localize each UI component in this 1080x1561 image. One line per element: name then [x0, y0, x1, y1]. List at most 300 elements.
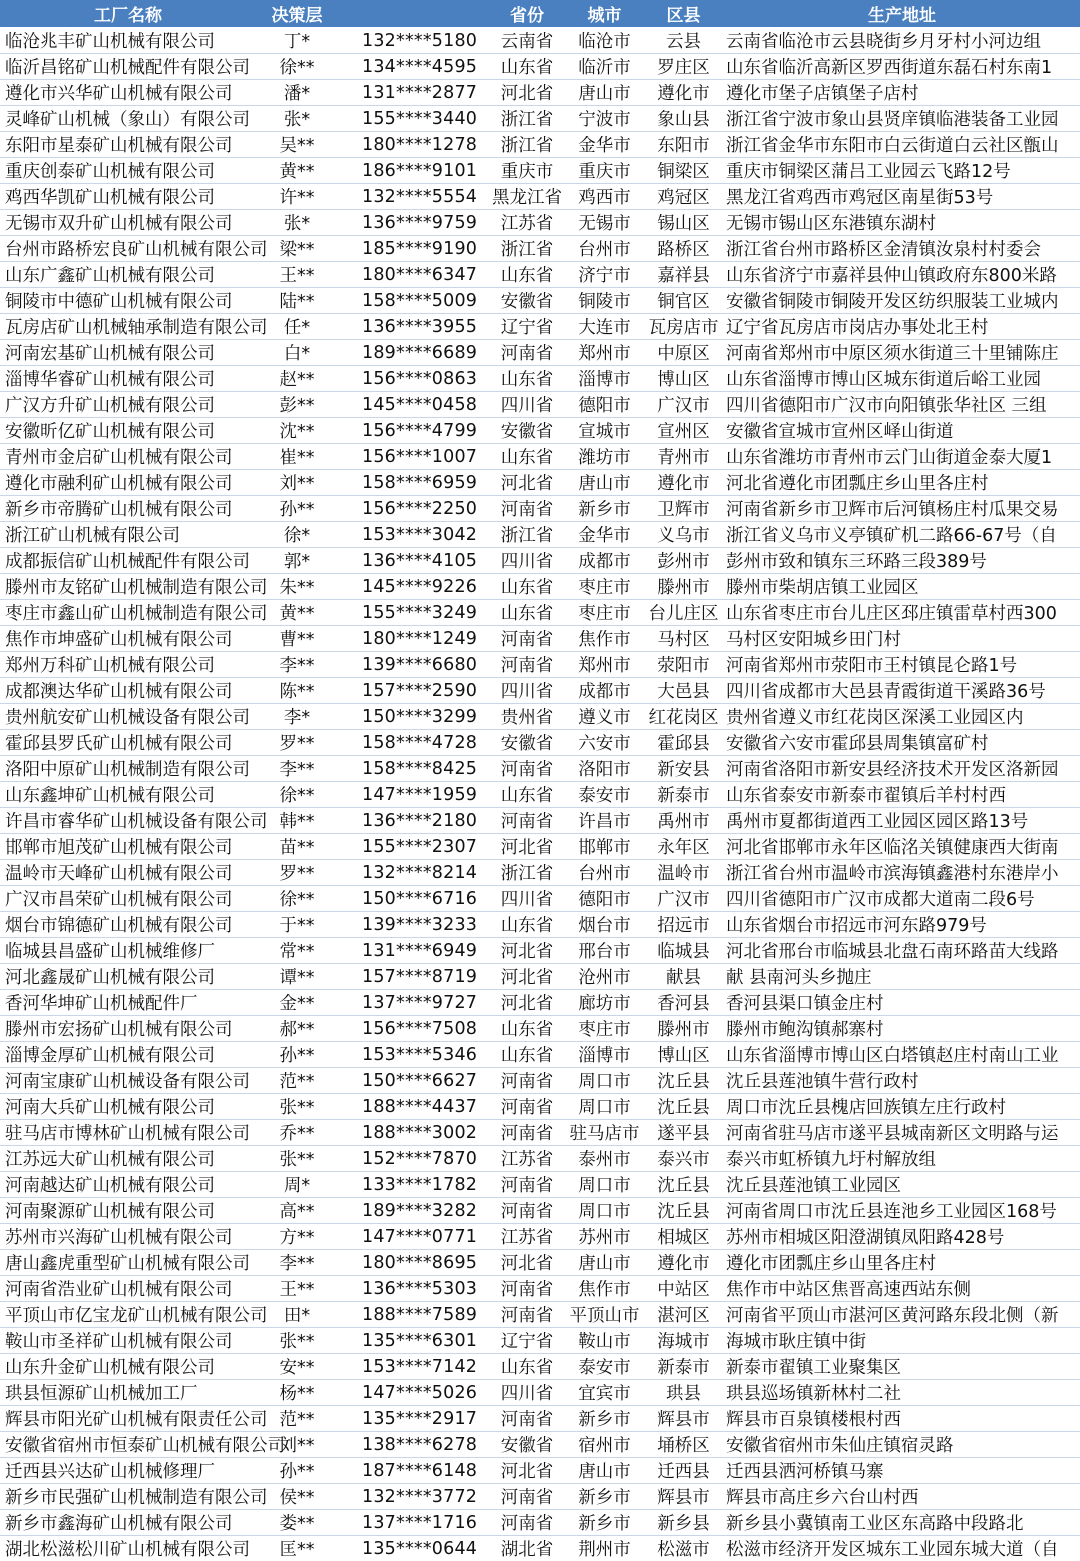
district-cell: 临城县	[643, 938, 724, 964]
district-cell: 青州市	[643, 444, 724, 470]
district-cell: 卫辉市	[643, 496, 724, 522]
city-cell: 德阳市	[566, 886, 643, 912]
factory-name-cell: 温岭市天峰矿山机械有限公司	[0, 860, 256, 886]
factory-name-cell: 浙江矿山机械有限公司	[0, 522, 256, 548]
factory-name-cell: 贵州航安矿山机械设备有限公司	[0, 704, 256, 730]
address-cell: 山东省淄博市博山区白塔镇赵庄村南山工业	[724, 1042, 1080, 1068]
phone-cell: 134****4595	[338, 54, 488, 80]
district-cell: 辉县市	[643, 1484, 724, 1510]
factory-name-cell: 香河华坤矿山机械配件厂	[0, 990, 256, 1016]
province-cell: 江苏省	[488, 1224, 566, 1250]
city-cell: 遵义市	[566, 704, 643, 730]
province-cell: 河南省	[488, 1484, 566, 1510]
table-row	[0, 600, 1080, 626]
table-row	[0, 1042, 1080, 1068]
decision-maker-cell: 彭**	[256, 392, 338, 418]
district-cell: 沈丘县	[643, 1094, 724, 1120]
decision-maker-cell: 张*	[256, 106, 338, 132]
province-cell: 河北省	[488, 990, 566, 1016]
decision-maker-cell: 安**	[256, 1354, 338, 1380]
decision-maker-cell: 韩**	[256, 808, 338, 834]
city-cell: 大连市	[566, 314, 643, 340]
province-cell: 河南省	[488, 1172, 566, 1198]
table-row	[0, 314, 1080, 340]
province-cell: 浙江省	[488, 522, 566, 548]
address-cell: 重庆市铜梁区蒲吕工业园云飞路12号	[724, 158, 1080, 184]
address-cell: 河南省洛阳市新安县经济技术开发区洛新园	[724, 756, 1080, 782]
factory-name-cell: 山东升金矿山机械有限公司	[0, 1354, 256, 1380]
city-cell: 苏州市	[566, 1224, 643, 1250]
decision-maker-cell: 罗**	[256, 730, 338, 756]
address-cell: 云南省临沧市云县晓街乡月牙村小河边组	[724, 28, 1080, 54]
phone-cell: 189****3282	[338, 1198, 488, 1224]
address-cell: 河北省邯郸市永年区临洺关镇健康西大街南	[724, 834, 1080, 860]
decision-maker-cell: 王**	[256, 262, 338, 288]
decision-maker-cell: 于**	[256, 912, 338, 938]
factory-name-cell: 枣庄市鑫山矿山机械制造有限公司	[0, 600, 256, 626]
district-cell: 荥阳市	[643, 652, 724, 678]
address-cell: 四川省德阳市广汉市向阳镇张华社区 三组	[724, 392, 1080, 418]
province-cell: 浙江省	[488, 236, 566, 262]
table-row	[0, 808, 1080, 834]
district-cell: 泰兴市	[643, 1146, 724, 1172]
table-row	[0, 522, 1080, 548]
header-district: 区县	[643, 0, 724, 28]
district-cell: 锡山区	[643, 210, 724, 236]
province-cell: 山东省	[488, 1354, 566, 1380]
address-cell: 新泰市翟镇工业聚集区	[724, 1354, 1080, 1380]
phone-cell: 136****5303	[338, 1276, 488, 1302]
factory-name-cell: 灵峰矿山机械（象山）有限公司	[0, 106, 256, 132]
city-cell: 重庆市	[566, 158, 643, 184]
decision-maker-cell: 陆**	[256, 288, 338, 314]
decision-maker-cell: 梁**	[256, 236, 338, 262]
district-cell: 博山区	[643, 366, 724, 392]
district-cell: 广汉市	[643, 392, 724, 418]
factory-name-cell: 临沧兆丰矿山机械有限公司	[0, 28, 256, 54]
factory-name-cell: 无锡市双升矿山机械有限公司	[0, 210, 256, 236]
table-row	[0, 834, 1080, 860]
district-cell: 宣州区	[643, 418, 724, 444]
city-cell: 焦作市	[566, 626, 643, 652]
address-cell: 河南省周口市沈丘县连池乡工业园区168号	[724, 1198, 1080, 1224]
district-cell: 迁西县	[643, 1458, 724, 1484]
address-cell: 辽宁省瓦房店市岗店办事处北王村	[724, 314, 1080, 340]
province-cell: 湖北省	[488, 1536, 566, 1561]
factory-name-cell: 辉县市阳光矿山机械有限责任公司	[0, 1406, 256, 1432]
table-row	[0, 1016, 1080, 1042]
address-cell: 安徽省铜陵市铜陵开发区纺织服装工业城内	[724, 288, 1080, 314]
district-cell: 新泰市	[643, 782, 724, 808]
table-row	[0, 1172, 1080, 1198]
phone-cell: 156****0863	[338, 366, 488, 392]
address-cell: 新乡县小冀镇南工业区东高路中段路北	[724, 1510, 1080, 1536]
decision-maker-cell: 孙**	[256, 1042, 338, 1068]
decision-maker-cell: 丁*	[256, 28, 338, 54]
address-cell: 周口市沈丘县槐店回族镇左庄行政村	[724, 1094, 1080, 1120]
decision-maker-cell: 徐**	[256, 782, 338, 808]
district-cell: 埇桥区	[643, 1432, 724, 1458]
city-cell: 泰安市	[566, 782, 643, 808]
address-cell: 河南省新乡市卫辉市后河镇杨庄村瓜果交易	[724, 496, 1080, 522]
address-cell: 河北省邢台市临城县北盘石南环路苗大线路	[724, 938, 1080, 964]
table-row	[0, 1068, 1080, 1094]
phone-cell: 155****2307	[338, 834, 488, 860]
factory-name-cell: 成都振信矿山机械配件有限公司	[0, 548, 256, 574]
city-cell: 铜陵市	[566, 288, 643, 314]
decision-maker-cell: 苗**	[256, 834, 338, 860]
district-cell: 招远市	[643, 912, 724, 938]
decision-maker-cell: 崔**	[256, 444, 338, 470]
decision-maker-cell: 赵**	[256, 366, 338, 392]
province-cell: 安徽省	[488, 1432, 566, 1458]
table-row	[0, 1250, 1080, 1276]
phone-cell: 147****1959	[338, 782, 488, 808]
factory-name-cell: 台州市路桥宏良矿山机械有限公司	[0, 236, 256, 262]
phone-cell: 136****4105	[338, 548, 488, 574]
table-row	[0, 1510, 1080, 1536]
decision-maker-cell: 谭**	[256, 964, 338, 990]
table-row	[0, 1406, 1080, 1432]
province-cell: 山东省	[488, 1016, 566, 1042]
factory-name-cell: 瓦房店矿山机械轴承制造有限公司	[0, 314, 256, 340]
province-cell: 山东省	[488, 54, 566, 80]
table-row	[0, 1458, 1080, 1484]
phone-cell: 153****3042	[338, 522, 488, 548]
district-cell: 滕州市	[643, 1016, 724, 1042]
city-cell: 周口市	[566, 1094, 643, 1120]
district-cell: 辉县市	[643, 1406, 724, 1432]
district-cell: 遂平县	[643, 1120, 724, 1146]
district-cell: 广汉市	[643, 886, 724, 912]
city-cell: 淄博市	[566, 1042, 643, 1068]
city-cell: 廊坊市	[566, 990, 643, 1016]
decision-maker-cell: 范**	[256, 1406, 338, 1432]
city-cell: 新乡市	[566, 1406, 643, 1432]
phone-cell: 139****3233	[338, 912, 488, 938]
province-cell: 山东省	[488, 574, 566, 600]
province-cell: 安徽省	[488, 730, 566, 756]
district-cell: 滕州市	[643, 574, 724, 600]
province-cell: 河南省	[488, 1068, 566, 1094]
city-cell: 金华市	[566, 132, 643, 158]
header-phone	[338, 0, 488, 28]
table-row	[0, 444, 1080, 470]
decision-maker-cell: 吴**	[256, 132, 338, 158]
table-row	[0, 54, 1080, 80]
factory-name-cell: 安徽省宿州市恒泰矿山机械有限公司	[0, 1432, 256, 1458]
factory-name-cell: 霍邱县罗氏矿山机械有限公司	[0, 730, 256, 756]
factory-name-cell: 成都澳达华矿山机械有限公司	[0, 678, 256, 704]
city-cell: 周口市	[566, 1198, 643, 1224]
province-cell: 安徽省	[488, 288, 566, 314]
district-cell: 沈丘县	[643, 1172, 724, 1198]
province-cell: 四川省	[488, 392, 566, 418]
province-cell: 河北省	[488, 834, 566, 860]
address-cell: 浙江省义乌市义亭镇矿机二路66-67号（自	[724, 522, 1080, 548]
province-cell: 浙江省	[488, 106, 566, 132]
city-cell: 六安市	[566, 730, 643, 756]
city-cell: 泰州市	[566, 1146, 643, 1172]
table-row	[0, 1198, 1080, 1224]
phone-cell: 155****3249	[338, 600, 488, 626]
table-row	[0, 938, 1080, 964]
decision-maker-cell: 徐**	[256, 886, 338, 912]
province-cell: 河南省	[488, 1302, 566, 1328]
province-cell: 山东省	[488, 262, 566, 288]
district-cell: 遵化市	[643, 470, 724, 496]
city-cell: 宁波市	[566, 106, 643, 132]
phone-cell: 180****8695	[338, 1250, 488, 1276]
address-cell: 山东省潍坊市青州市云门山街道金泰大厦1	[724, 444, 1080, 470]
province-cell: 江苏省	[488, 210, 566, 236]
city-cell: 郑州市	[566, 652, 643, 678]
decision-maker-cell: 孙**	[256, 1458, 338, 1484]
address-cell: 滕州市鲍沟镇郝寨村	[724, 1016, 1080, 1042]
table-row	[0, 1380, 1080, 1406]
phone-cell: 188****7589	[338, 1302, 488, 1328]
decision-maker-cell: 黄**	[256, 158, 338, 184]
province-cell: 云南省	[488, 28, 566, 54]
district-cell: 红花岗区	[643, 704, 724, 730]
phone-cell: 136****2180	[338, 808, 488, 834]
table-row	[0, 678, 1080, 704]
table-row	[0, 340, 1080, 366]
phone-cell: 136****9759	[338, 210, 488, 236]
address-cell: 安徽省六安市霍邱县周集镇富矿村	[724, 730, 1080, 756]
phone-cell: 136****3955	[338, 314, 488, 340]
address-cell: 辉县市高庄乡六台山村西	[724, 1484, 1080, 1510]
address-cell: 黑龙江省鸡西市鸡冠区南星街53号	[724, 184, 1080, 210]
district-cell: 铜官区	[643, 288, 724, 314]
district-cell: 罗庄区	[643, 54, 724, 80]
district-cell: 相城区	[643, 1224, 724, 1250]
factory-name-cell: 新乡市民强矿山机械制造有限公司	[0, 1484, 256, 1510]
table-row	[0, 860, 1080, 886]
district-cell: 禹州市	[643, 808, 724, 834]
table-row	[0, 886, 1080, 912]
city-cell: 枣庄市	[566, 574, 643, 600]
table-row	[0, 418, 1080, 444]
phone-cell: 135****6301	[338, 1328, 488, 1354]
phone-cell: 135****2917	[338, 1406, 488, 1432]
district-cell: 松滋市	[643, 1536, 724, 1561]
address-cell: 浙江省台州市路桥区金清镇汝泉村村委会	[724, 236, 1080, 262]
decision-maker-cell: 娄**	[256, 1510, 338, 1536]
decision-maker-cell: 金**	[256, 990, 338, 1016]
address-cell: 辉县市百泉镇楼根村西	[724, 1406, 1080, 1432]
city-cell: 洛阳市	[566, 756, 643, 782]
factory-name-cell: 遵化市兴华矿山机械有限公司	[0, 80, 256, 106]
phone-cell: 155****3440	[338, 106, 488, 132]
province-cell: 浙江省	[488, 132, 566, 158]
header-row	[0, 0, 1080, 28]
province-cell: 河南省	[488, 1120, 566, 1146]
province-cell: 河南省	[488, 626, 566, 652]
factory-name-cell: 洛阳中原矿山机械制造有限公司	[0, 756, 256, 782]
address-cell: 珙县巡场镇新林村二社	[724, 1380, 1080, 1406]
table-row	[0, 548, 1080, 574]
phone-cell: 158****8425	[338, 756, 488, 782]
address-cell: 马村区安阳城乡田门村	[724, 626, 1080, 652]
address-cell: 安徽省宣城市宣州区峄山街道	[724, 418, 1080, 444]
factory-name-cell: 淄博华睿矿山机械有限公司	[0, 366, 256, 392]
city-cell: 新乡市	[566, 1484, 643, 1510]
decision-maker-cell: 许**	[256, 184, 338, 210]
address-cell: 香河县渠口镇金庄村	[724, 990, 1080, 1016]
factory-name-cell: 许昌市睿华矿山机械设备有限公司	[0, 808, 256, 834]
decision-maker-cell: 郭*	[256, 548, 338, 574]
phone-cell: 153****7142	[338, 1354, 488, 1380]
table-row	[0, 1328, 1080, 1354]
address-cell: 浙江省金华市东阳市白云街道白云社区甑山	[724, 132, 1080, 158]
decision-maker-cell: 周*	[256, 1172, 338, 1198]
address-cell: 河南省郑州市荥阳市王村镇昆仑路1号	[724, 652, 1080, 678]
table-row	[0, 1120, 1080, 1146]
city-cell: 成都市	[566, 548, 643, 574]
district-cell: 铜梁区	[643, 158, 724, 184]
address-cell: 彭州市致和镇东三环路三段389号	[724, 548, 1080, 574]
district-cell: 温岭市	[643, 860, 724, 886]
address-cell: 安徽省宿州市朱仙庄镇宿灵路	[724, 1432, 1080, 1458]
city-cell: 沧州市	[566, 964, 643, 990]
factory-name-cell: 广汉市昌荣矿山机械有限公司	[0, 886, 256, 912]
province-cell: 河南省	[488, 340, 566, 366]
city-cell: 潍坊市	[566, 444, 643, 470]
factory-name-cell: 河南聚源矿山机械有限公司	[0, 1198, 256, 1224]
decision-maker-cell: 潘*	[256, 80, 338, 106]
address-cell: 河南省驻马店市遂平县城南新区文明路与运	[724, 1120, 1080, 1146]
district-cell: 珙县	[643, 1380, 724, 1406]
district-cell: 香河县	[643, 990, 724, 1016]
address-cell: 焦作市中站区焦晋高速西站东侧	[724, 1276, 1080, 1302]
phone-cell: 153****5346	[338, 1042, 488, 1068]
decision-maker-cell: 李**	[256, 1250, 338, 1276]
city-cell: 周口市	[566, 1068, 643, 1094]
table-row	[0, 652, 1080, 678]
factory-name-cell: 江苏远大矿山机械有限公司	[0, 1146, 256, 1172]
address-cell: 滕州市柴胡店镇工业园区	[724, 574, 1080, 600]
address-cell: 山东省枣庄市台儿庄区邳庄镇雷草村西300	[724, 600, 1080, 626]
table-row	[0, 1432, 1080, 1458]
decision-maker-cell: 匡**	[256, 1536, 338, 1561]
city-cell: 荆州市	[566, 1536, 643, 1561]
phone-cell: 145****9226	[338, 574, 488, 600]
factory-name-cell: 鞍山市圣祥矿山机械有限公司	[0, 1328, 256, 1354]
city-cell: 枣庄市	[566, 600, 643, 626]
city-cell: 宿州市	[566, 1432, 643, 1458]
district-cell: 新安县	[643, 756, 724, 782]
province-cell: 河南省	[488, 1510, 566, 1536]
decision-maker-cell: 杨**	[256, 1380, 338, 1406]
province-cell: 河北省	[488, 1250, 566, 1276]
address-cell: 沈丘县莲池镇工业园区	[724, 1172, 1080, 1198]
table-row	[0, 990, 1080, 1016]
district-cell: 鸡冠区	[643, 184, 724, 210]
district-cell: 象山县	[643, 106, 724, 132]
district-cell: 台儿庄区	[643, 600, 724, 626]
phone-cell: 132****3772	[338, 1484, 488, 1510]
table-row	[0, 1224, 1080, 1250]
table-row	[0, 1302, 1080, 1328]
decision-maker-cell: 徐*	[256, 522, 338, 548]
province-cell: 山东省	[488, 366, 566, 392]
phone-cell: 158****5009	[338, 288, 488, 314]
phone-cell: 156****1007	[338, 444, 488, 470]
address-cell: 遵化市堡子店镇堡子店村	[724, 80, 1080, 106]
city-cell: 临沧市	[566, 28, 643, 54]
factory-name-cell: 焦作市坤盛矿山机械有限公司	[0, 626, 256, 652]
decision-maker-cell: 乔**	[256, 1120, 338, 1146]
factory-name-cell: 河南宝康矿山机械设备有限公司	[0, 1068, 256, 1094]
table-row	[0, 470, 1080, 496]
factory-name-cell: 临城县昌盛矿山机械维修厂	[0, 938, 256, 964]
province-cell: 河南省	[488, 756, 566, 782]
phone-cell: 133****1782	[338, 1172, 488, 1198]
city-cell: 无锡市	[566, 210, 643, 236]
city-cell: 邯郸市	[566, 834, 643, 860]
factory-name-cell: 河南宏基矿山机械有限公司	[0, 340, 256, 366]
city-cell: 鞍山市	[566, 1328, 643, 1354]
city-cell: 郑州市	[566, 340, 643, 366]
decision-maker-cell: 张**	[256, 1146, 338, 1172]
phone-cell: 132****8214	[338, 860, 488, 886]
district-cell: 霍邱县	[643, 730, 724, 756]
address-cell: 河北省遵化市团瓢庄乡山里各庄村	[724, 470, 1080, 496]
phone-cell: 137****1716	[338, 1510, 488, 1536]
decision-maker-cell: 高**	[256, 1198, 338, 1224]
province-cell: 安徽省	[488, 418, 566, 444]
table-row	[0, 782, 1080, 808]
address-cell: 迁西县洒河桥镇马寨	[724, 1458, 1080, 1484]
phone-cell: 131****6949	[338, 938, 488, 964]
district-cell: 中原区	[643, 340, 724, 366]
phone-cell: 187****6148	[338, 1458, 488, 1484]
address-cell: 四川省成都市大邑县青霞街道干溪路36号	[724, 678, 1080, 704]
address-cell: 山东省临沂高新区罗西街道东磊石村东南1	[724, 54, 1080, 80]
district-cell: 路桥区	[643, 236, 724, 262]
province-cell: 河南省	[488, 652, 566, 678]
district-cell: 博山区	[643, 1042, 724, 1068]
city-cell: 成都市	[566, 678, 643, 704]
decision-maker-cell: 田*	[256, 1302, 338, 1328]
district-cell: 义乌市	[643, 522, 724, 548]
address-cell: 沈丘县莲池镇牛营行政村	[724, 1068, 1080, 1094]
decision-maker-cell: 徐**	[256, 54, 338, 80]
factory-name-cell: 河北鑫晟矿山机械有限公司	[0, 964, 256, 990]
factory-name-cell: 河南省浩业矿山机械有限公司	[0, 1276, 256, 1302]
decision-maker-cell: 刘**	[256, 470, 338, 496]
city-cell: 临沂市	[566, 54, 643, 80]
city-cell: 台州市	[566, 860, 643, 886]
header-province: 省份	[488, 0, 566, 28]
table-row	[0, 158, 1080, 184]
province-cell: 四川省	[488, 678, 566, 704]
city-cell: 焦作市	[566, 1276, 643, 1302]
province-cell: 辽宁省	[488, 1328, 566, 1354]
decision-maker-cell: 沈**	[256, 418, 338, 444]
decision-maker-cell: 孙**	[256, 496, 338, 522]
decision-maker-cell: 曹**	[256, 626, 338, 652]
phone-cell: 131****2877	[338, 80, 488, 106]
province-cell: 河南省	[488, 1094, 566, 1120]
address-cell: 河南省郑州市中原区须水街道三十里铺陈庄	[724, 340, 1080, 366]
decision-maker-cell: 张*	[256, 210, 338, 236]
province-cell: 浙江省	[488, 860, 566, 886]
province-cell: 河北省	[488, 964, 566, 990]
address-cell: 四川省德阳市广汉市成都大道南二段6号	[724, 886, 1080, 912]
province-cell: 四川省	[488, 886, 566, 912]
